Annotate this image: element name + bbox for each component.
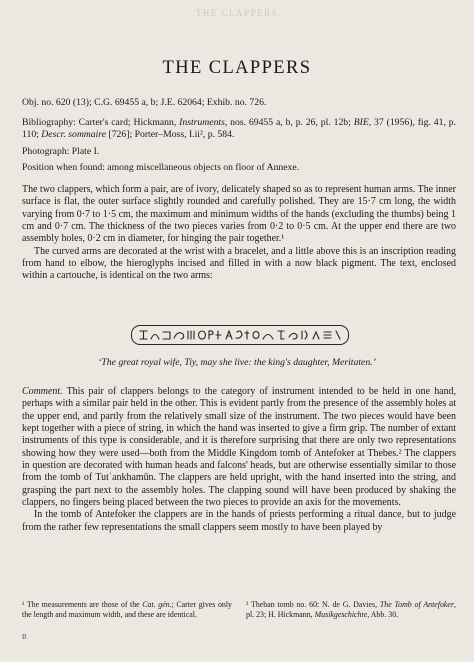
bibliography — [22, 117, 456, 142]
paragraph-comment — [22, 386, 456, 509]
footnote-1-text-b: Cat. gén. — [142, 600, 172, 609]
hieroglyph-signs — [132, 326, 348, 344]
bibliography-text-e: , 37 (1956), fig. 41, p. 110; — [22, 117, 456, 141]
footnote-2-text-b: The Tomb of Antefoker — [379, 600, 455, 609]
bibliography-text-g: [726]; Porter–Moss, I.ii², p. 584. — [106, 129, 235, 141]
paragraph-decoration: The curved arms are decorated at the wrist with a bracelet, and a little above this is an inscription reading from hand to elbow, the hieroglyphs incised and filled in with a now black pigment. The text, enclosed within a cartouche, is identical on the two arms: — [22, 245, 456, 282]
footnote-1 — [22, 600, 232, 619]
footnote-2 — [246, 600, 456, 619]
footnote-1-text-a: ¹ The measurements are those of the — [22, 600, 143, 609]
footnote-2-text-a: ² Theban tomb no. 60: N. de G. Davies, — [246, 600, 380, 609]
find-position: Position when found: among miscellaneous objects on floor of Annexe. — [22, 162, 300, 173]
photograph-reference: Photograph: Plate I. — [22, 146, 100, 157]
object-numbers: Obj. no. 620 (13); C.G. 69455 a, b; J.E. 62064; Exhib. no. 726. — [22, 97, 267, 108]
paragraph-description: The two clappers, which form a pair, are of ivory, delicately shaped so as to represent human arms. The inner surface is flat, the outer surface slightly rounded and carefully polished. They are 15·7 cm long, the width varying from 0·7 to 1·5 cm, the maximum and minimum widths of the hands (excluding the thumbs) being 1 cm and 0·7 cm. The thickness of the two pieces varies from 0·2 to 0·5 cm. At the upper end there are two assembly holes, 0·2 cm in diameter, for hinging the pair together.¹ — [22, 184, 456, 245]
page-title: THE CLAPPERS — [162, 58, 312, 78]
footnote-2-text-e: , Abb. 30. — [367, 609, 399, 619]
footnote-1-text-c: ; Carter gives only the length and maximum width, and these are identical. — [22, 600, 232, 619]
bibliography-text-f: Descr. sommaire — [41, 129, 107, 141]
bibliography-text-a: Bibliography: Carter's card; Hickmann, — [22, 117, 180, 128]
hieroglyph-cartouche — [131, 325, 349, 345]
translation-caption: ‘The great royal wife, Tiy, may she live: the king's daughter, Meritaten.’ — [98, 357, 376, 368]
bibliography-text-c: , nos. 69455 a, b, p. 26, pl. 12b; — [224, 117, 354, 128]
comment-section — [22, 386, 456, 534]
footnote-2-text-d: Musikgeschichte — [314, 609, 368, 619]
comment-label: Comment. — [22, 386, 63, 397]
footnote-2-text-c: , pl. 23; H. Hickmann, — [246, 600, 456, 619]
bibliography-text-d: BIE — [353, 117, 369, 128]
bibliography-text-b: Instruments — [179, 117, 225, 128]
signature-mark: B — [22, 633, 27, 641]
description-section — [22, 184, 456, 283]
bleed-through-header: THE CLAPPERS — [195, 8, 279, 18]
paragraph-antefoker: In the tomb of Antefoker the clappers are in the hands of priests performing a ritual dance, but to judge from the rather few representations the small clappers seem mostly to have been played by — [22, 509, 456, 533]
comment-text: This pair of clappers belongs to the category of instrument intended to be held in one hand, perhaps with a similar pair held in the other. This is evident partly from the presence of the assembly holes at the upper end, and partly from the relatively small size of the instrument. The two pieces would have been kept together with a piece of string, in which the hand was inserted to give a firm grip. The number of extant instruments of this type is considerable, and it is therefore surprising that there are only two representations showing how they were used—both from the Middle Kingdom tomb of Antefoker at Thebes.² The clappers in question are decorated with human heads and falcons' heads, but are otherwise essentially similar to those from the tomb of Tutʿankhamūn. The clappers are held upright, with the hand inserted into the string, and grasping the part next to the assembly holes. The clapping sound will have been produced by shaking the clappers, no fingers being placed between the two pieces to provide an axis for the movements. — [22, 386, 456, 509]
